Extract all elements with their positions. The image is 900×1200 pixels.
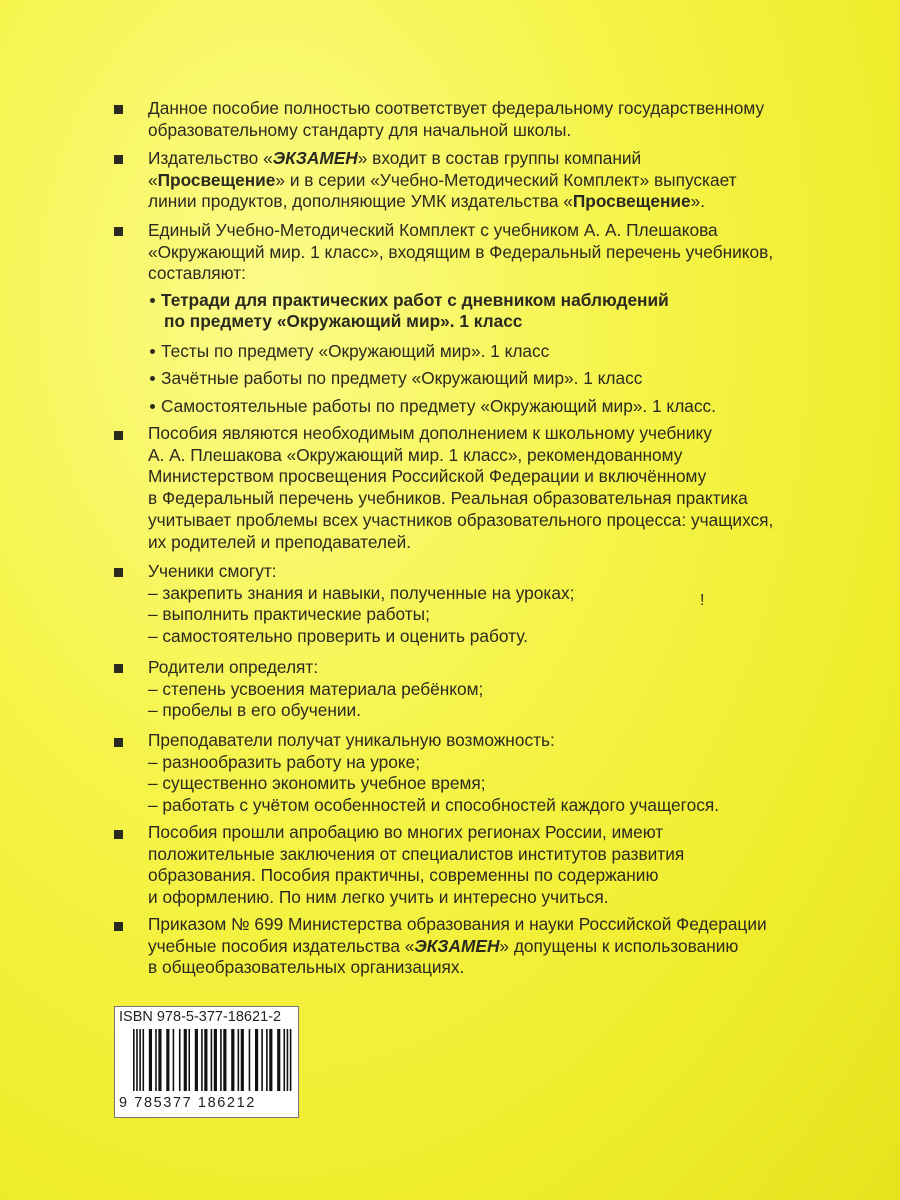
barcode-bar (139, 1029, 141, 1091)
barcode-bar (184, 1029, 187, 1091)
barcode-bar (290, 1029, 292, 1091)
barcode-bar (220, 1029, 222, 1091)
text-line: – степень усвоения материала ребёнком; (148, 678, 484, 699)
text-line: – работать с учётом особенностей и способностей каждого учащегося. (148, 795, 719, 816)
text-line: Единый Учебно-Методический Комплект с учебником А. А. Плешакова (148, 220, 718, 240)
sub-item-workbooks: Тетради для практических работ с дневником наблюдений по предмету «Окружающий мир». 1 класс (161, 290, 669, 332)
bullet-square-2 (114, 155, 123, 164)
paragraph-teachers (148, 730, 719, 817)
text-line: «Просвещение» и в серии «Учебно-Методический Комплект» выпускает (148, 169, 737, 190)
barcode-bar (188, 1029, 190, 1091)
paragraph-publisher (148, 148, 737, 213)
barcode-bar (255, 1029, 258, 1091)
isbn-barcode-block (114, 1006, 299, 1118)
paragraph-fgos (148, 98, 764, 141)
barcode-bar (223, 1029, 226, 1091)
barcode-bar (155, 1029, 157, 1091)
barcode-bar (173, 1029, 175, 1091)
bullet-square-9 (114, 922, 123, 931)
text-line: их родителей и преподавателей. (148, 531, 412, 552)
bullet-square-6 (114, 664, 123, 673)
bullet-square-5 (114, 568, 123, 577)
sub-item-credit-works: Зачётные работы по предмету «Окружающий мир». 1 класс (161, 368, 642, 389)
text-line: А. А. Плешакова «Окружающий мир. 1 класс», рекомендованному (148, 444, 683, 465)
text-line: Ученики смогут: (148, 561, 277, 581)
bullet-square-4 (114, 431, 123, 440)
bullet-square-7 (114, 738, 123, 747)
bullet-dot (150, 404, 155, 409)
text-line: «Окружающий мир. 1 класс», входящим в Федеральный перечень учебников, (148, 241, 774, 262)
barcode-bar (133, 1029, 135, 1091)
bullet-dot (150, 376, 155, 381)
barcode-bar (249, 1029, 251, 1091)
text-line: учитывает проблемы всех участников образовательного процесса: учащихся, (148, 509, 774, 530)
barcode-bar (166, 1029, 169, 1091)
text-line: Данное пособие полностью соответствует федеральному государственному (148, 98, 765, 118)
text-line: – самостоятельно проверить и оценить работу. (148, 626, 528, 647)
barcode-bar (261, 1029, 263, 1091)
barcode-bar (211, 1029, 213, 1091)
text-line: учебные пособия издательства «ЭКЗАМЕН» допущены к использованию (148, 935, 739, 956)
barcode-bar (214, 1029, 217, 1091)
text-line: в Федеральный перечень учебников. Реальная образовательная практика (148, 488, 748, 509)
publisher-brand: ЭКЗАМЕН (272, 148, 358, 168)
text-line: – разнообразить работу на уроке; (148, 751, 421, 772)
barcode-bar (241, 1029, 244, 1091)
barcode-bar (149, 1029, 152, 1091)
paragraph-manuals (148, 423, 773, 553)
text-line: Министерством просвещения Российской Федерации и включённому (148, 466, 707, 487)
text-line: линии продуктов, дополняющие УМК издательства «Просвещение». (148, 191, 706, 212)
bullet-square-1 (114, 105, 123, 114)
sub-item-tests: Тесты по предмету «Окружающий мир». 1 класс (161, 341, 549, 362)
barcode-bar (195, 1029, 198, 1091)
paragraph-approbation (148, 822, 684, 909)
barcode-bar (179, 1029, 181, 1091)
text-line: Пособия прошли апробацию во многих регионах России, имеют (148, 822, 664, 842)
bullet-square-3 (114, 227, 123, 236)
text-line: образовательному стандарту для начальной школы. (148, 119, 572, 140)
text-line: – существенно экономить учебное время; (148, 773, 486, 794)
barcode-bar (204, 1029, 207, 1091)
barcode-bar (283, 1029, 285, 1091)
text-line: составляют: (148, 263, 246, 284)
paragraph-umk (148, 220, 773, 285)
barcode-bar (269, 1029, 272, 1091)
sub-item-independent-works: Самостоятельные работы по предмету «Окружающий мир». 1 класс. (161, 396, 716, 417)
paragraph-parents (148, 657, 483, 722)
isbn-label: ISBN 978-5-377-18621-2 (119, 1009, 282, 1025)
text-line: Издательство «ЭКЗАМЕН» входит в состав группы компаний (148, 148, 642, 168)
barcode-bar (143, 1029, 145, 1091)
text-line: Родители определят: (148, 657, 319, 677)
stray-mark: ! (700, 592, 705, 609)
bullet-dot (150, 298, 155, 303)
bullet-square-8 (114, 830, 123, 839)
ean-digits: 9 785377 186212 (119, 1095, 256, 1111)
text-line: – выполнить практические работы; (148, 604, 430, 625)
barcode-bar (277, 1029, 280, 1091)
barcode-bar (136, 1029, 138, 1091)
text-line: и оформлению. По ним легко учить и интересно учиться. (148, 887, 609, 908)
paragraph-order (148, 914, 767, 979)
bullet-dot (150, 349, 155, 354)
text-line: Приказом № 699 Министерства образования и науки Российской Федерации (148, 914, 767, 934)
barcode-bar (238, 1029, 240, 1091)
text-line: – пробелы в его обучении. (148, 700, 362, 721)
text-line: положительные заключения от специалистов институтов развития (148, 843, 685, 864)
text-line: Преподаватели получат уникальную возможность: (148, 730, 555, 750)
text-line: образования. Пособия практичны, современны по содержанию (148, 865, 659, 886)
barcode-bar (158, 1029, 161, 1091)
text-line: – закрепить знания и навыки, полученные на уроках; (148, 582, 575, 603)
text-line: Пособия являются необходимым дополнением к школьному учебнику (148, 423, 712, 443)
barcode-bar (287, 1029, 289, 1091)
text-line: в общеобразовательных организациях. (148, 957, 465, 978)
publisher-brand: ЭКЗАМЕН (414, 935, 500, 956)
paragraph-students (148, 561, 574, 648)
barcode-bar (266, 1029, 268, 1091)
barcode-image (133, 1029, 293, 1091)
barcode-bar (201, 1029, 203, 1091)
barcode-bar (231, 1029, 234, 1091)
